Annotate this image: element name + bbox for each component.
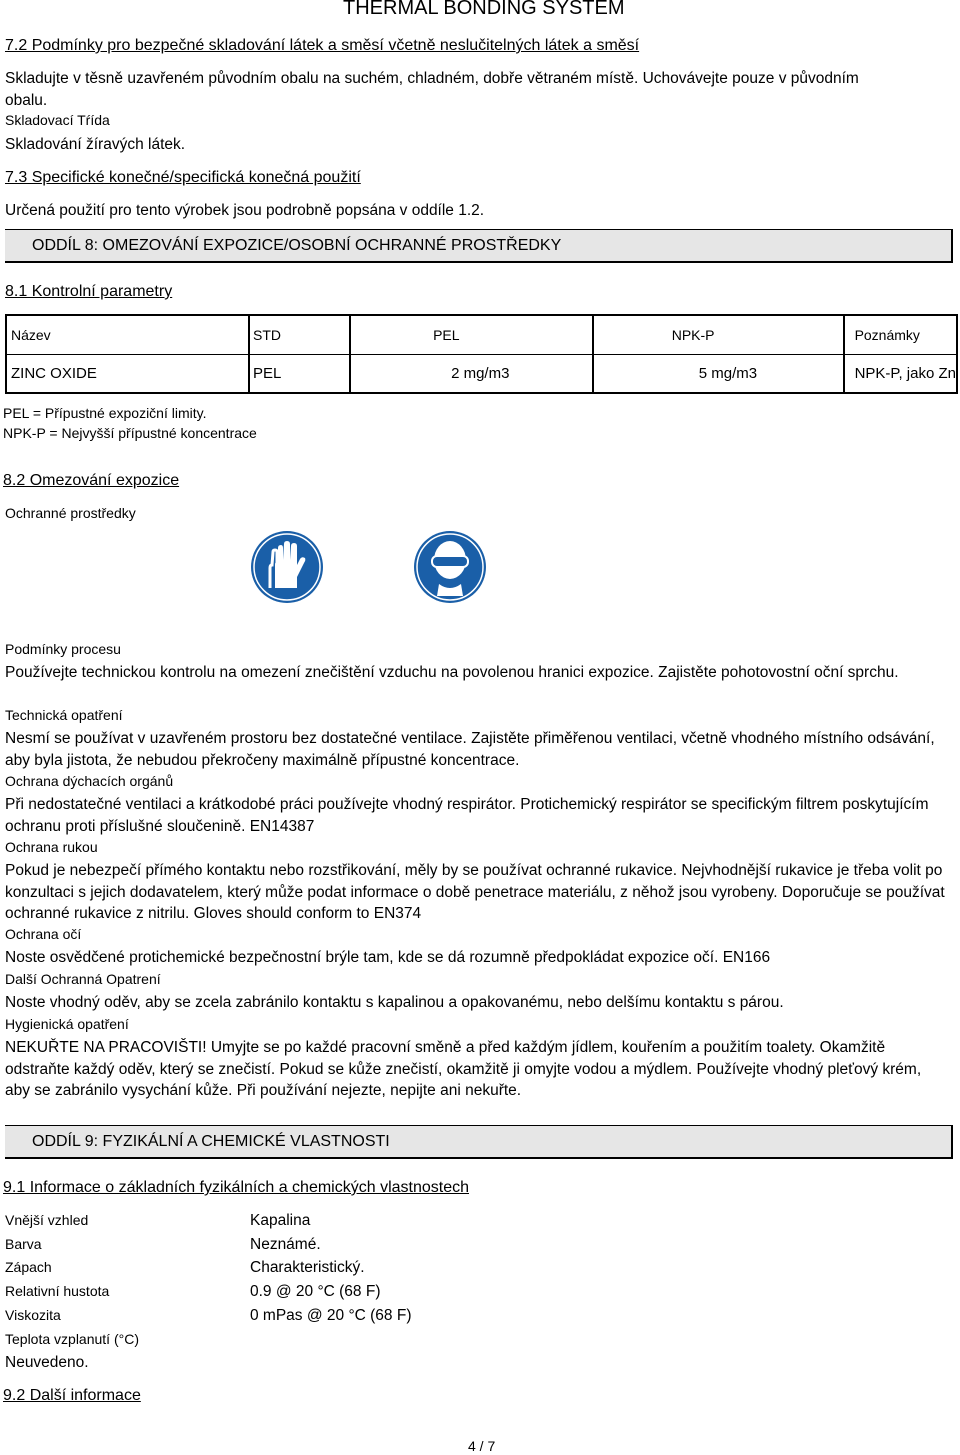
prop-label-density: Relativní hustota: [5, 1283, 110, 1299]
storage-class-label: Skladovací Tŕída: [5, 112, 110, 128]
document-title: THERMAL BONDING SYSTEM: [343, 0, 625, 19]
section-9-bar: [5, 1125, 953, 1159]
table-row: [6, 355, 957, 394]
section-9-title: ODDÍL 9: FYZIKÁLNÍ A CHEMICKÉ VLASTNOSTI: [32, 1133, 390, 1150]
goggles-icon: [413, 530, 487, 604]
storage-class-value: Skladování žíravých látek.: [5, 136, 186, 153]
other-protection-text: Noste vhodný oděv, aby se zcela zabránilo kontaktu s kapalinou a opakovanému, nebo delšímu kontaktu s párou.: [5, 994, 784, 1011]
ppe-label: Ochranné prostředky: [5, 505, 136, 521]
technical-measures-text: Nesmí se používat v uzavřeném prostoru bez dostatečné ventilace. Zajistěte přiměřenou ventilaci, včetně vhodného místního odsávání, aby byla jistota, že nebudou překročeny maximálně přípustné koncentrace.: [5, 730, 935, 769]
prop-value-density: 0.9 @ 20 °C (68 F): [250, 1283, 381, 1300]
section-7-2-text: Skladujte v těsně uzavřeném původním obalu na suchém, chladném, dobře větraném místě. Uchovávejte pouze v původním obalu.: [5, 70, 859, 109]
exposure-limits-table: [5, 314, 958, 394]
section-7-3-heading: 7.3 Specifické konečné/specifická konečná použití: [5, 169, 361, 186]
process-conditions-text: Používejte technickou kontrolu na omezení znečištění vzduchu na povolenou hranici expozice. Zajistěte pohotovostní oční sprchu.: [5, 664, 899, 681]
eye-protection-text: Noste osvědčené protichemické bezpečnostní brýle tam, kde se dá rozumně předpokládat expozice očí. EN166: [5, 949, 771, 966]
other-protection-label: Další Ochranná Opatrení: [5, 971, 161, 987]
section-9-1-heading: 9.1 Informace o základních fyzikálních a chemických vlastnostech: [3, 1179, 469, 1196]
eye-protection-label: Ochrana očí: [5, 926, 82, 942]
hygiene-measures-label: Hygienická opatření: [5, 1016, 129, 1032]
gloves-icon: [250, 530, 324, 604]
cell-pel: 2 mg/m3: [350, 355, 593, 394]
section-7-2-heading: 7.2 Podmínky pro bezpečné skladování látek a směsí včetně neslučitelných látek a směsí: [5, 37, 640, 54]
prop-value-appearance: Kapalina: [250, 1212, 311, 1229]
prop-label-odor: Zápach: [5, 1259, 52, 1275]
page-number: 4 / 7: [468, 1438, 496, 1454]
prop-label-appearance: Vnější vzhled: [5, 1212, 89, 1228]
cell-std: PEL: [249, 355, 350, 394]
header-nazev: Název: [6, 315, 249, 355]
prop-label-color: Barva: [5, 1236, 42, 1252]
header-npk-p: NPK-P: [593, 315, 844, 355]
pel-note: PEL = Přípustné expoziční limity.: [3, 405, 207, 421]
hand-protection-label: Ochrana rukou: [5, 839, 98, 855]
npk-note: NPK-P = Nejvyšší přípustné koncentrace: [3, 425, 257, 441]
prop-label-viscosity: Viskozita: [5, 1307, 61, 1323]
prop-value-odor: Charakteristický.: [250, 1259, 365, 1276]
cell-name: ZINC OXIDE: [6, 355, 249, 394]
prop-value-color: Neznámé.: [250, 1236, 321, 1253]
table-header-row: [6, 315, 957, 355]
section-8-1-heading: 8.1 Kontrolní parametry: [5, 283, 173, 300]
section-8-title: ODDÍL 8: OMEZOVÁNÍ EXPOZICE/OSOBNÍ OCHRANNÉ PROSTŘEDKY: [32, 237, 562, 254]
respiratory-protection-label: Ochrana dýchacích orgánů: [5, 773, 174, 789]
cell-npk-p: 5 mg/m3: [593, 355, 844, 394]
section-8-bar: [5, 229, 953, 263]
technical-measures-label: Technická opatření: [5, 707, 123, 723]
hygiene-measures-text: NEKUŘTE NA PRACOVIŠTI! Umyjte se po každé pracovní směně a před každým jídlem, kouřením a použitím toalety. Okamžitě odstraňte každý oděv, který se znečistí. Pokud se kůže znečistí, okamžitě ji omyjte vodou a mýdlem. Používejte vhodný pleťový krém, aby se zabránilo vysychání kůže. Při používání nejezte, nepijte ani nekuřte.: [5, 1039, 922, 1099]
section-8-2-heading: 8.2 Omezování expozice: [3, 472, 180, 489]
section-7-3-text: Určená použití pro tento výrobek jsou podrobně popsána v oddíle 1.2.: [5, 202, 485, 219]
header-std: STD: [249, 315, 350, 355]
cell-note: NPK-P, jako Zn: [844, 355, 957, 394]
prop-value-viscosity: 0 mPas @ 20 °C (68 F): [250, 1307, 412, 1324]
header-poznamky: Poznámky: [844, 315, 957, 355]
prop-value-flash-point: Neuvedeno.: [5, 1354, 89, 1371]
process-conditions-label: Podmínky procesu: [5, 641, 121, 657]
respiratory-protection-text: Při nedostatečné ventilaci a krátkodobé práci používejte vhodný respirátor. Protichemický respirátor se specifickým filtrem poskytujícím ochranu proti příslušné sloučenině. EN14387: [5, 796, 929, 835]
section-9-2-heading: 9.2 Další informace: [3, 1387, 141, 1404]
prop-label-flash-point: Teplota vzplanutí (°C): [5, 1331, 139, 1347]
hand-protection-text: Pokud je nebezpečí přímého kontaktu nebo rozstřikování, měly by se používat ochranné rukavice. Nejvhodnější rukavice je třeba volit po konzultaci s jejich dodavatelem, který může podat informace o době penetrace materiálu, z něhož jsou vyrobeny. Doporučuje se používat ochranné rukavice z nitrilu. Gloves should conform to EN374: [5, 862, 945, 922]
header-pel: PEL: [350, 315, 593, 355]
